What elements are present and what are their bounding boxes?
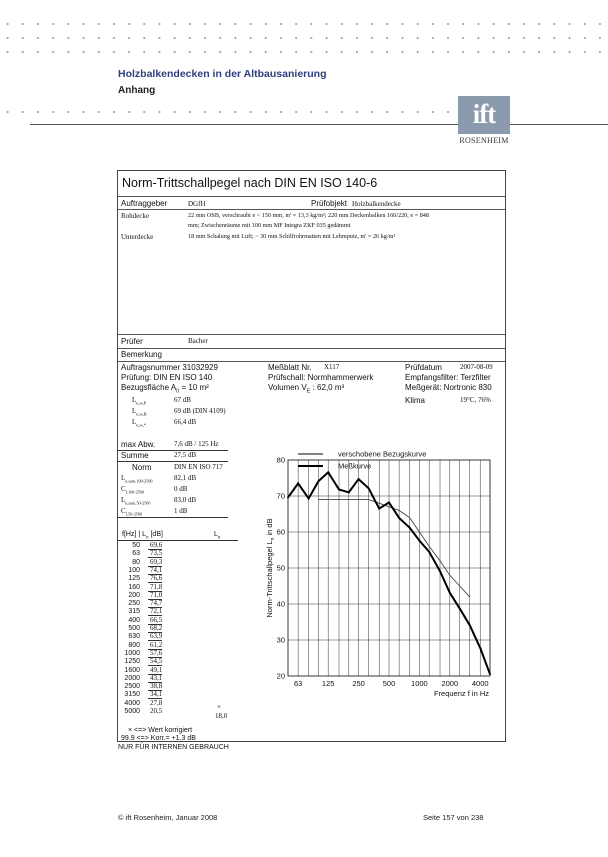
bemerkung-label: Bemerkung (121, 350, 162, 359)
measured-point (348, 492, 350, 494)
row-frequency: 400 (128, 616, 140, 624)
lnwp-label (132, 397, 146, 406)
row-level: 72,1 (150, 607, 163, 616)
measured-point (449, 592, 451, 594)
logo-text: ift (472, 99, 496, 129)
bezugsflaeche (121, 384, 209, 395)
norm-value: DIN EN ISO 717 (174, 463, 223, 471)
y-tick-label: 80 (276, 455, 285, 465)
measured-point (338, 489, 340, 491)
y-tick-label: 30 (276, 635, 285, 645)
row-level: 71,0 (150, 590, 163, 599)
legend-label: verschobene Bezugskurve (338, 449, 427, 459)
x-tick-label: 2000 (441, 679, 459, 688)
lnwp-sub: n,w,P (136, 400, 147, 406)
klima-label: Klima (405, 396, 426, 405)
auftraggeber-label: Auftraggeber (121, 199, 168, 208)
measured-point (358, 478, 360, 480)
x-tick-label: 4000 (471, 679, 489, 688)
volumen-sub: E (306, 388, 311, 395)
y-axis-label-sub: n (270, 537, 276, 541)
pruefdatum-value: 2007-08-09 (460, 363, 493, 371)
row-frequency: 2000 (124, 674, 140, 682)
ci1-sub: I,100-2500 (125, 489, 145, 495)
pruefdatum-label: Prüfdatum (405, 363, 442, 372)
row-level: 68,2 (150, 624, 163, 632)
frequency-table (118, 531, 258, 726)
row-frequency: 3150 (124, 691, 140, 699)
messblatt-value: X117 (324, 363, 340, 371)
lnw-letter: L (132, 418, 137, 426)
measured-point (409, 527, 411, 529)
y-axis-label-unit: in dB (265, 518, 274, 538)
row-frequency: 125 (128, 575, 140, 583)
pruefschall: Prüfschall: Normhammerwerk (268, 373, 374, 382)
measured-point (388, 502, 390, 504)
cross-mark: × (217, 703, 221, 711)
rohdecke-line2: mm; Zwischenräume mit 100 mm MF Integra ZKF 035 gedämmt (188, 222, 351, 229)
lnsum50-sub: n,sum,50-2500 (125, 500, 151, 506)
lnsum50-letter: L (121, 496, 126, 504)
row-level: 71,8 (150, 582, 163, 591)
y-axis-label (265, 518, 276, 617)
norm-label: Norm (132, 463, 152, 472)
y-axis-label-main: Norm-Trittschallpegel L (265, 540, 274, 618)
y-tick-label: 20 (276, 671, 285, 681)
row-frequency: 100 (128, 566, 140, 574)
row-frequency: 80 (132, 558, 140, 566)
ci2-value: 1 dB (174, 507, 188, 515)
measured-point (489, 673, 491, 675)
measured-point (378, 508, 380, 510)
row-level: 54,5 (150, 657, 163, 666)
logo-subtext: ROSENHEIM (459, 136, 509, 145)
row-frequency: 200 (128, 591, 140, 599)
row-level: 57,6 (150, 648, 163, 657)
lnwr-label (132, 408, 147, 417)
measured-point (327, 471, 329, 473)
lnwr-letter: L (132, 407, 137, 415)
ci2-sub: I,50-2500 (125, 511, 143, 517)
dot-row-top-2 (0, 36, 608, 40)
row-level: 74,7 (150, 599, 163, 608)
footer-left: © ift Rosenheim, Januar 2008 (118, 813, 218, 822)
lnwr-sub: n,w,R (136, 411, 147, 417)
lnw-label (132, 419, 146, 428)
row-frequency: 630 (128, 633, 140, 641)
pruefobjekt-label: Prüfobjekt (311, 199, 348, 208)
row-frequency: 1000 (124, 649, 140, 657)
table-head: f[Hz] | $L_n$ [dB] (122, 531, 163, 540)
bezugsflaeche-sub: 0 (176, 388, 180, 395)
auftraggeber-value: DGfH (188, 200, 206, 208)
auftragsnummer: Auftragsnummer 31032929 (121, 363, 218, 372)
measured-point (318, 480, 320, 482)
rule (118, 334, 505, 335)
row-frequency: 160 (128, 583, 140, 591)
pruefer-label: Prüfer (121, 337, 143, 346)
head-ln-sub: n (146, 534, 149, 540)
dot-row-top-1 (0, 22, 608, 26)
legend-label: Meßkurve (338, 461, 372, 471)
volumen-label: Volumen V (268, 383, 307, 392)
maxabw-label: max Abw. (121, 440, 156, 449)
rule (118, 348, 505, 349)
x-tick-label: 1000 (411, 679, 428, 688)
ci1-letter: C (121, 485, 126, 493)
pruefer-value: Bacher (188, 337, 208, 345)
note-corrected: × <=> Wert korrigiert (128, 727, 193, 734)
row-level: 74,1 (150, 565, 163, 574)
rule (118, 196, 505, 197)
ift-logo (458, 96, 510, 148)
volumen-value: : 62,0 m³ (310, 383, 345, 392)
table-head-rule (118, 540, 238, 541)
lnsum50-value: 83,0 dB (174, 496, 197, 504)
x-axis-label: Frequenz f in Hz (433, 689, 489, 698)
row-level: 61,2 (150, 640, 163, 649)
empfangsfilter: Empfangsfilter: Terzfilter (405, 373, 491, 382)
row-frequency: 2500 (124, 683, 140, 691)
measured-point (398, 517, 400, 519)
row-level: 34,1 (150, 690, 163, 699)
x-tick-label: 63 (293, 679, 303, 688)
y-tick-label: 40 (276, 599, 285, 609)
row-frequency: 5000 (124, 708, 140, 715)
header-rule (30, 124, 608, 125)
lnw-sub: n,w,* (136, 422, 146, 428)
row-level: 43,1 (150, 673, 163, 682)
unterdecke-label: Unterdecke (121, 233, 154, 241)
lnsum50-label (121, 497, 150, 506)
measured-point (419, 540, 421, 542)
row-frequency: 800 (128, 641, 140, 649)
note-correction: 99.9 <=> Korr.= +1.3 dB (121, 735, 196, 742)
row-level: 66,5 (150, 615, 163, 624)
y-tick-label: 70 (276, 491, 285, 501)
ci1-value: 0 dB (174, 485, 188, 493)
row-frequency: 1600 (124, 666, 140, 674)
cross-value: 18,0 (215, 712, 228, 720)
measured-point (469, 624, 471, 626)
measurement-sheet (117, 170, 506, 742)
row-level: 49,1 (150, 665, 163, 674)
x-tick-label: 500 (382, 679, 396, 688)
row-level: 69,3 (150, 557, 163, 566)
row-level: 76,6 (150, 574, 163, 583)
row-level: 63,9 (150, 632, 163, 641)
lnwr-value: 69 dB (DIN 4109) (174, 407, 226, 415)
ci1-label (121, 486, 144, 495)
row-frequency: 63 (132, 550, 140, 558)
summe-value: 27,5 dB (174, 451, 197, 459)
sheet-title: Norm-Trittschallpegel nach DIN EN ISO 140-6 (122, 176, 378, 190)
messblatt-label: Meßblatt Nr. (268, 363, 312, 372)
head-ln2-sub: n (217, 534, 221, 540)
bezugsflaeche-label: Bezugsfläche A (121, 383, 177, 392)
measured-point (479, 647, 481, 649)
rule (118, 209, 505, 210)
dot-row-header (0, 110, 450, 114)
x-tick-label: 125 (321, 679, 335, 688)
row-frequency: 50 (132, 542, 140, 549)
measured-point (308, 498, 310, 500)
dot-row-top-3 (0, 50, 608, 54)
head-unit: [dB] (150, 531, 163, 538)
impact-sound-chart (264, 449, 492, 711)
maxabw-value: 7,6 dB / 125 Hz (174, 440, 219, 448)
rule (118, 461, 228, 462)
x-tick-label: 250 (352, 679, 365, 688)
row-frequency: 500 (128, 625, 140, 632)
measured-point (428, 551, 430, 553)
reference-curve-line (318, 500, 469, 597)
volumen (268, 384, 344, 395)
document-title: Holzbalkendecken in der Altbausanierung (118, 68, 327, 80)
y-tick-label: 60 (276, 527, 285, 537)
pruefung: Prüfung: DIN EN ISO 140 (121, 373, 213, 382)
rule (118, 361, 505, 362)
y-tick-label: 50 (276, 563, 285, 573)
lnsum-letter: L (121, 474, 126, 482)
row-level: 27,8 (150, 698, 163, 707)
rule (118, 517, 228, 518)
bezugsflaeche-value: = 10 m² (179, 383, 209, 392)
head-f: f[Hz] (122, 531, 137, 538)
row-frequency: 250 (128, 600, 140, 608)
pruefobjekt-value: Holzbalkendecke (352, 200, 401, 208)
lnwp-letter: L (132, 396, 137, 404)
lnsum-label (121, 475, 153, 484)
lnw-value: 66,4 dB (174, 418, 197, 426)
lnwp-value: 67 dB (174, 396, 191, 404)
row-frequency: 4000 (124, 699, 140, 707)
messgeraet: Meßgerät: Nortronic 830 (405, 383, 492, 392)
head-ln2 (214, 531, 220, 540)
rohdecke-line1: 22 mm OSB, verschraubt e < 150 mm, m' = 13,3 kg/m²; 220 mm Deckenbalken 160/220, e = 848 (188, 212, 429, 219)
ci2-label (121, 508, 142, 517)
head-ln2-letter: L (214, 531, 218, 538)
document-subtitle: Anhang (118, 85, 156, 96)
measured-point (297, 483, 299, 485)
row-level: 20,5 (150, 707, 163, 715)
row-level: 73,5 (150, 549, 163, 558)
row-frequency: 1250 (124, 658, 140, 666)
summe-label: Summe (121, 451, 149, 460)
internal-use-note: NUR FÜR INTERNEN GEBRAUCH (118, 744, 229, 751)
footer-right: Seite 157 von 238 (423, 813, 484, 822)
lnsum-value: 82,1 dB (174, 474, 197, 482)
measured-point (287, 497, 289, 499)
row-level: 69,6 (150, 541, 163, 549)
rohdecke-label: Rohdecke (121, 212, 149, 220)
measured-point (439, 570, 441, 572)
lnsum-sub: n,sum,100-2500 (125, 478, 153, 484)
klima-value: 19°C, 76% (460, 396, 491, 404)
row-level: 38,8 (150, 682, 163, 691)
row-frequency: 315 (128, 608, 140, 616)
unterdecke-value: 18 mm Schalung mit Luft; ~ 30 mm Schilfrohrmatten mit Lehmputz, m' = 26 kg/m² (188, 233, 396, 240)
ci2-letter: C (121, 507, 126, 515)
measured-point (459, 607, 461, 609)
measured-point (368, 488, 370, 490)
head-ln: L (142, 531, 147, 538)
